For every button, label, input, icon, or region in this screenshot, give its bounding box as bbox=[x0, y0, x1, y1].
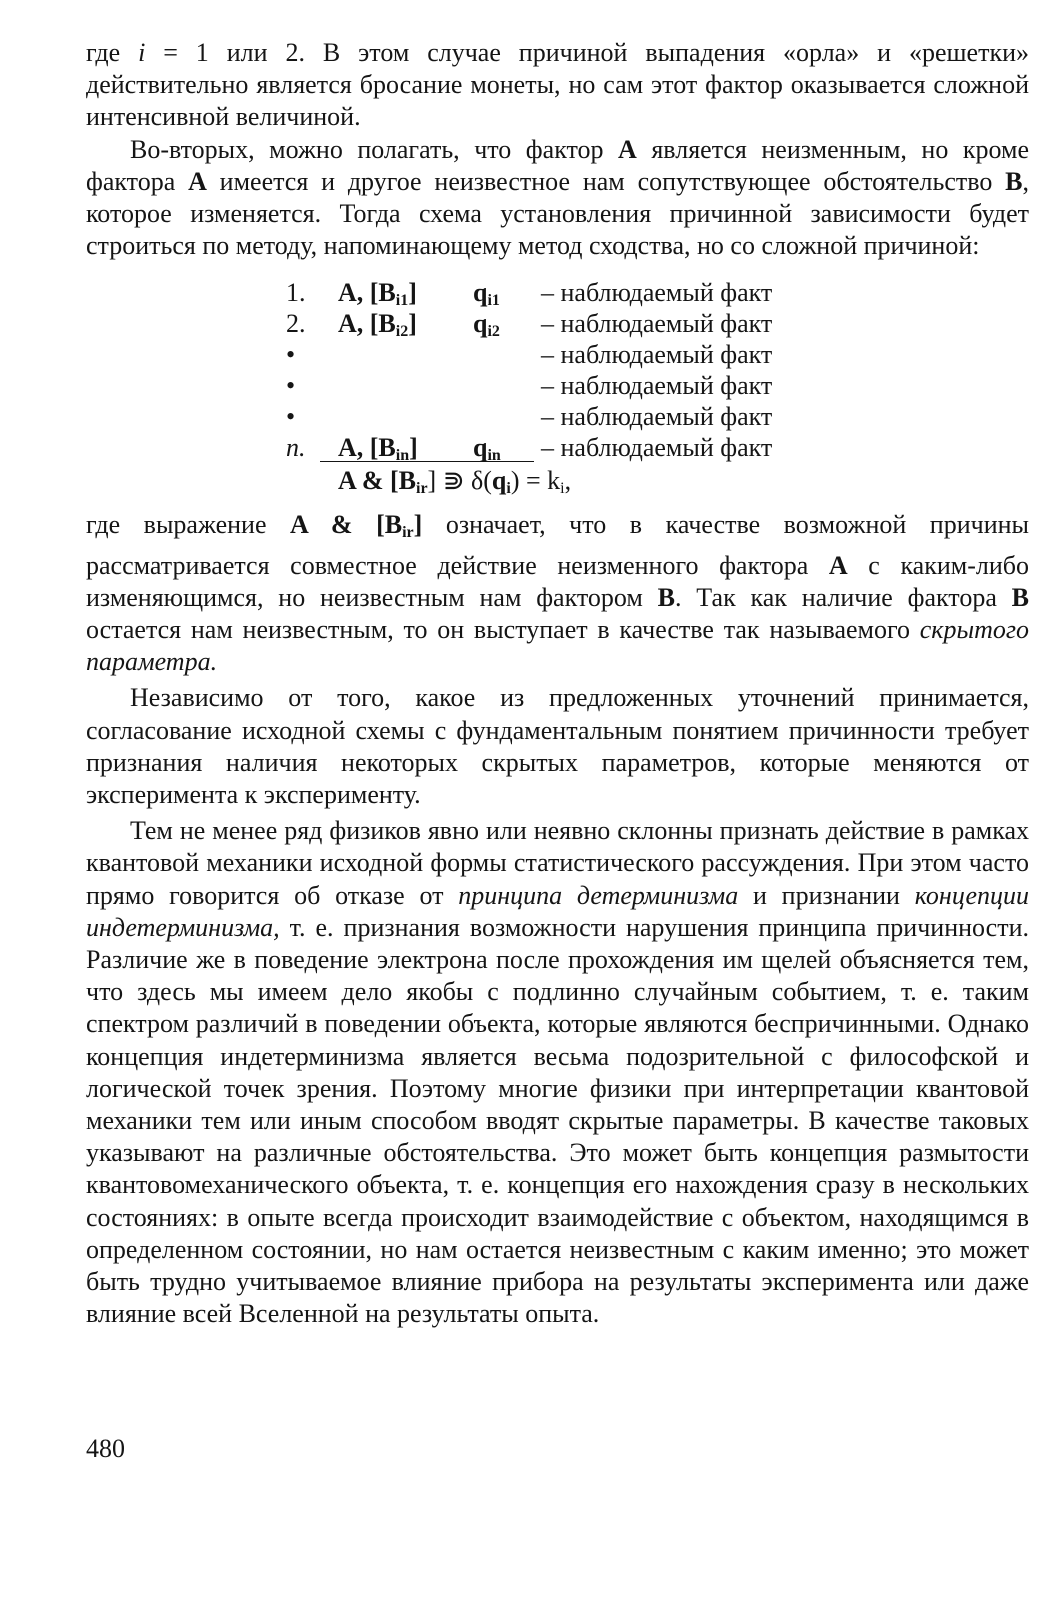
row-cause: A, $[B_{i1}]$ bbox=[338, 278, 417, 310]
bold-symbol: B bbox=[1011, 582, 1029, 612]
paragraph-1: где i = 1 или 2. В этом случае причиной выпадения «орла» и «решетки» действительно является бросание монеты, но сам этот фактор оказывается сложной интенсивной величиной. bbox=[86, 38, 1029, 132]
formula-row bbox=[86, 432, 1029, 463]
paragraph-4: Независимо от того, какое из предложенных уточнений принимается, согласование исходной схемы с фундаментальным понятием причинности требует признания наличия некоторых скрытых параметров, которые меняются от эксперимента к эксперименту. bbox=[86, 683, 1029, 810]
formula-row bbox=[86, 401, 1029, 432]
row-fact: – наблюдаемый факт bbox=[541, 433, 773, 463]
text-span: означает, что в качестве возможной причины рассматривается совместное действие неизменного фактора bbox=[86, 510, 1030, 580]
bold-symbol: A bbox=[188, 166, 207, 196]
formula-divider bbox=[320, 461, 534, 462]
row-bullet: • bbox=[286, 340, 296, 370]
text-span: Тем не менее ряд физиков явно или неявно склонны признать действие в рамках квантовой механики исходной формы статистического рассуждения. При этом часто прямо говорится об отказе от bbox=[86, 816, 1029, 910]
row-effect: $q_{i2}$ bbox=[473, 309, 500, 341]
row-cause: A, $[B_{in}]$ bbox=[338, 433, 418, 465]
bold-symbol: B bbox=[657, 582, 675, 612]
bold-symbol: A bbox=[618, 134, 637, 164]
formula-row bbox=[86, 277, 1029, 308]
row-fact: – наблюдаемый факт bbox=[541, 340, 773, 370]
text-span: , которое изменяется. Тогда схема установления причинной зависимости будет строиться по методу, напоминающему метод сходства, но со сложной причиной: bbox=[86, 166, 1029, 261]
formula-row bbox=[86, 370, 1029, 401]
formula-row bbox=[86, 308, 1029, 339]
text-span: т. е. признания возможности нарушения принципа причинности. Различие же в поведение электрона после прохождения им щелей объясняется тем, что здесь мы имеем дело якобы с подлинно случайным событием, т. е. таким спектром различий в поведении объекта, которые являются беспричинными. Однако концепция индетерминизма является весьма подозрительной с философской и логической точек зрения. Поэтому многие физики при интерпретации квантовой механики тем или иным способом вводят скрытые параметры. В качестве таковых указывают на различные обстоятельства. Это может быть концепция размытости квантовомеханического объекта, т. е. концепция его нахождения сразу в нескольких состояниях: в опыте всегда происходит взаимодействие с объектом, находящимся в определенном состоянии, но нам остается неизвестным с каким именно; это может быть трудно учитываемое влияние прибора на результаты эксперимента или даже влияние всей Вселенной на результаты опыта. bbox=[86, 912, 1029, 1329]
text-span: где выражение bbox=[86, 510, 291, 540]
row-number: n. bbox=[286, 433, 306, 463]
row-bullet: • bbox=[286, 402, 296, 432]
italic-term: скрытого параметра. bbox=[86, 615, 1029, 677]
row-fact: – наблюдаемый факт bbox=[541, 371, 773, 401]
formula-conclusion: A & $[B_{ir}]$ ⋑ $\delta(q_i) = k_i$, bbox=[338, 466, 572, 498]
italic-term: концепции индетерминизма, bbox=[86, 880, 1030, 942]
italic-variable: i bbox=[138, 38, 146, 67]
paragraph-3 bbox=[86, 509, 1029, 678]
row-fact: – наблюдаемый факт bbox=[541, 278, 773, 308]
row-fact: – наблюдаемый факт bbox=[541, 402, 773, 432]
row-effect: $q_{i1}$ bbox=[473, 278, 500, 310]
text-span: имеется и другое неизвестное нам сопутствующее обстоятельство bbox=[206, 166, 1006, 196]
bold-symbol: B bbox=[1005, 166, 1023, 196]
bold-symbol: A bbox=[828, 550, 848, 580]
formula-scheme bbox=[86, 277, 1029, 509]
paragraph-2 bbox=[86, 134, 1029, 263]
text-span: . Так как наличие фактора bbox=[675, 582, 1012, 612]
text-span: с каким-либо изменяющимся, но неизвестным нам фактором bbox=[86, 550, 1030, 612]
bold-expression: A & $[B_{ir}]$ bbox=[290, 510, 423, 542]
row-number: 2. bbox=[286, 309, 306, 339]
page-content bbox=[86, 37, 1029, 1331]
paragraph-5 bbox=[86, 815, 1029, 1330]
text-span: и признании bbox=[738, 880, 915, 910]
row-fact: – наблюдаемый факт bbox=[541, 309, 773, 339]
formula-row bbox=[86, 339, 1029, 370]
text-span: остается нам неизвестным, то он выступает в качестве так называемого bbox=[86, 615, 920, 645]
row-number: 1. bbox=[286, 278, 306, 308]
page-number: 480 bbox=[86, 1434, 125, 1463]
italic-term: принципа детерминизма bbox=[458, 880, 739, 910]
row-bullet: • bbox=[286, 371, 296, 401]
row-cause: A, $[B_{i2}]$ bbox=[338, 309, 417, 341]
text-span: Во-вторых, можно полагать, что фактор bbox=[130, 134, 619, 164]
text-span: является неизменным, но кроме фактора bbox=[86, 134, 1029, 196]
row-effect: $q_{in}$ bbox=[473, 433, 501, 465]
